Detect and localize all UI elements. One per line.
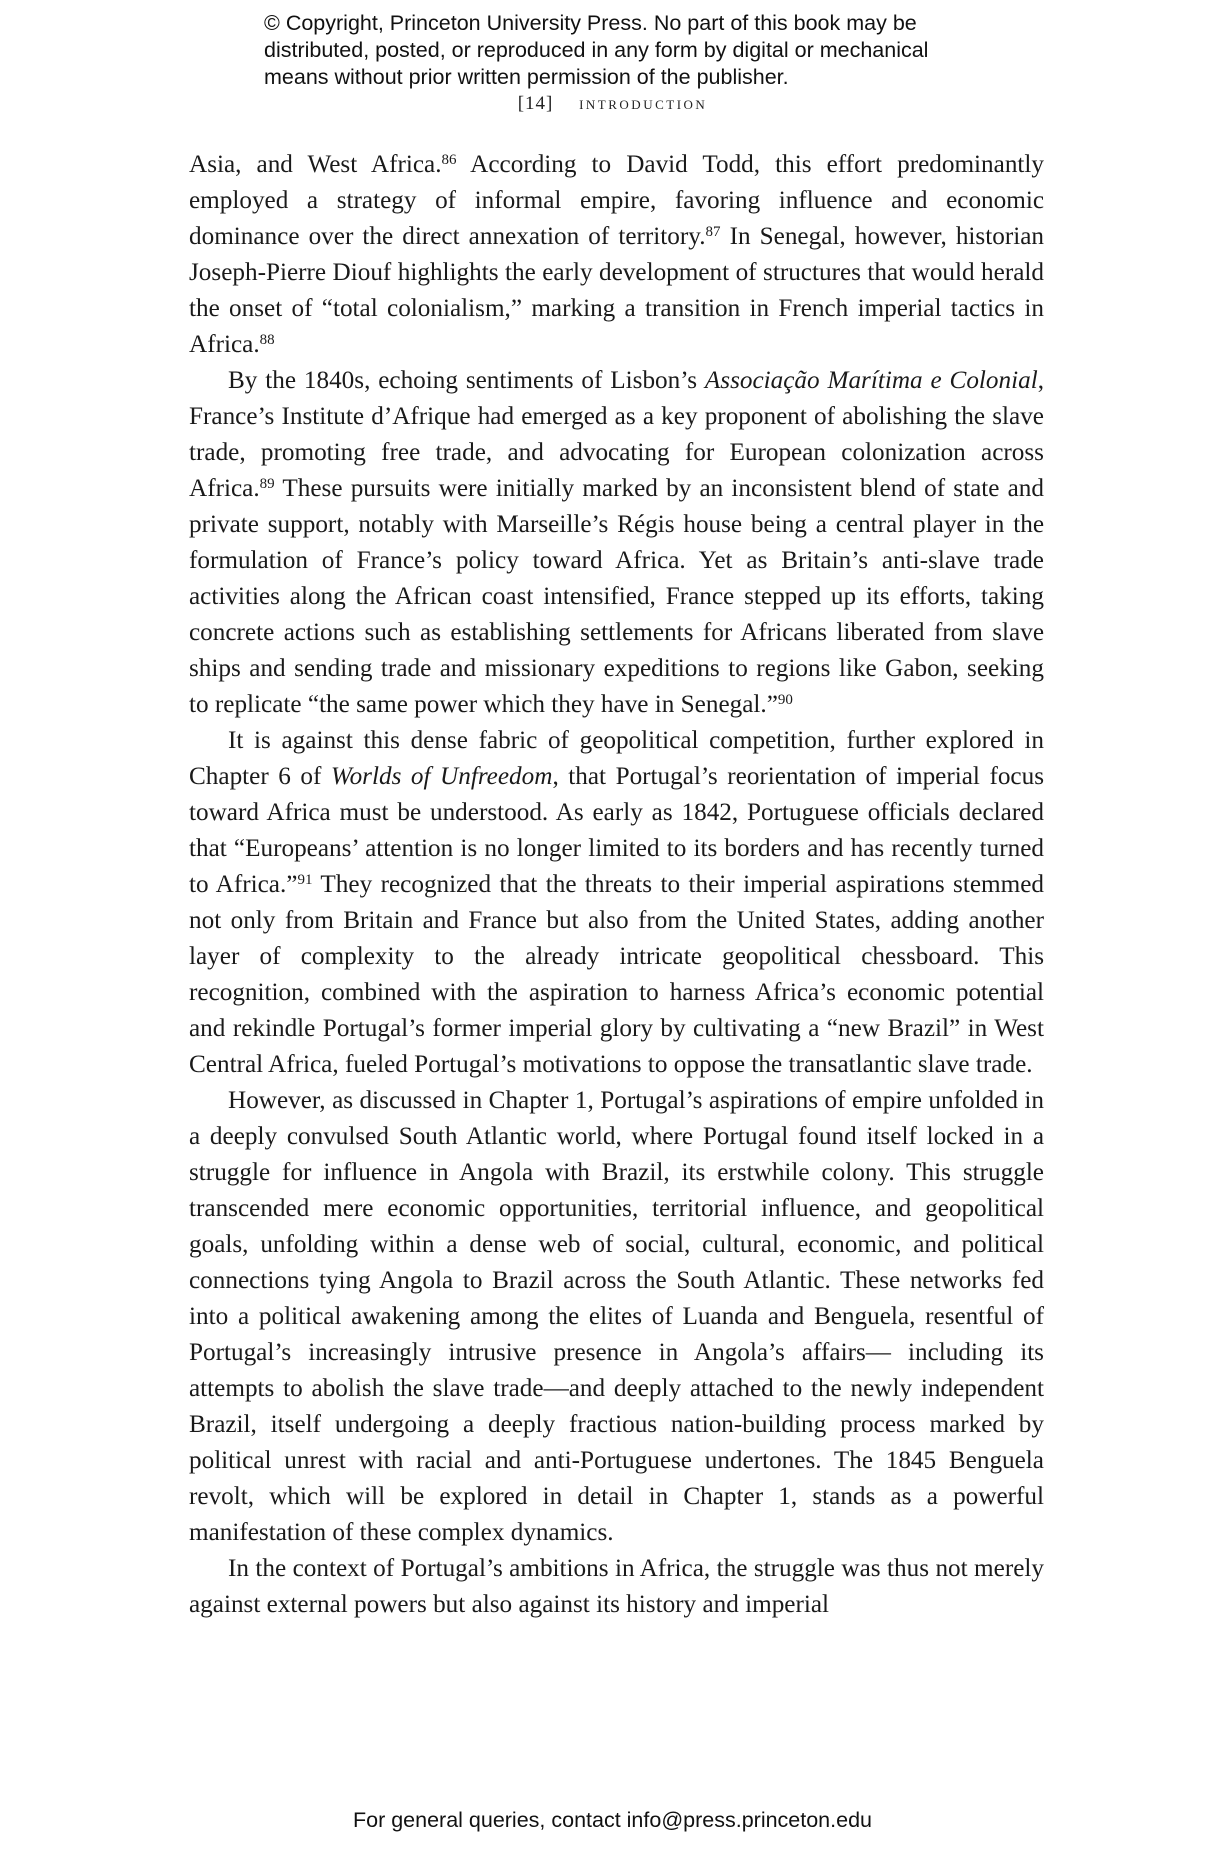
paragraph	[189, 1083, 1044, 1551]
italic-title: Associação Marítima e Colonial	[704, 367, 1038, 394]
italic-title: Worlds of Unfreedom	[330, 763, 553, 790]
section-title: introduction	[579, 93, 708, 114]
text-run: , France’s Institute d’Afrique had emerged as a key proponent of abolishing the slave trade, promoting free trade, and advocating for European colonization across Africa.	[189, 367, 1044, 502]
footnote-reference: 87	[705, 223, 721, 240]
running-head	[0, 93, 1225, 115]
page-number: [14]	[517, 93, 554, 114]
text-run: In Senegal, however, historian Joseph-Pierre Diouf highlights the early development of structures that would herald the onset of “total colonialism,” marking a transition in French imperial tactics in Africa.	[189, 223, 1044, 358]
body-text	[189, 147, 1044, 1623]
footnote-reference: 88	[259, 331, 275, 348]
copyright-notice	[264, 10, 984, 91]
text-run: According to David Todd, this effort predominantly employed a strategy of informal empire, favoring influence and economic dominance over the direct annexation of territory.	[189, 151, 1044, 250]
footnote-reference: 89	[259, 475, 275, 492]
text-run: It is against this dense fabric of geopolitical competition, further explored in Chapter 6 of	[189, 727, 1044, 790]
text-run: , that Portugal’s reorientation of imperial focus toward Africa must be understood. As early as 1842, Portuguese officials declared that “Europeans’ attention is no longer limited to its borders and has recently turned to Africa.”	[189, 763, 1045, 898]
copyright-line: © Copyright, Princeton University Press. No part of this book may be	[264, 11, 917, 35]
text-run: By the 1840s, echoing sentiments of Lisbon’s	[228, 367, 705, 394]
copyright-line: means without prior written permission of the publisher.	[264, 65, 789, 89]
paragraph	[189, 1551, 1044, 1623]
paragraph	[189, 363, 1044, 723]
footnote-reference: 86	[441, 151, 457, 168]
text-run: However, as discussed in Chapter 1, Portugal’s aspirations of empire unfolded in a deeply convulsed South Atlantic world, where Portugal found itself locked in a struggle for influence in Angola with Brazil, its erstwhile colony. This struggle transcended mere economic opportunities, territorial influence, and geopolitical goals, unfolding within a dense web of social, cultural, economic, and political connections tying Angola to Brazil across the South Atlantic. These networks fed into a political awakening among the elites of Luanda and Benguela, resentful of Portugal’s increasingly intrusive presence in Angola’s affairs— including its attempts to abolish the slave trade—and deeply attached to the newly independent Brazil, itself undergoing a deeply fractious nation-building process marked by political unrest with racial and anti-Portuguese undertones. The 1845 Benguela revolt, which will be explored in detail in Chapter 1, stands as a powerful manifestation of these complex dynamics.	[189, 1087, 1044, 1546]
footnote-reference: 91	[297, 871, 313, 888]
paragraph	[189, 147, 1044, 363]
text-run: Asia, and West Africa.	[189, 151, 442, 178]
text-run: They recognized that the threats to their imperial aspirations stemmed not only from Britain and France but also from the United States, adding another layer of complexity to the already intricate geopolitical chessboard. This recognition, combined with the aspiration to harness Africa’s economic potential and rekindle Portugal’s former imperial glory by cultivating a “new Brazil” in West Central Africa, fueled Portugal’s motivations to oppose the transatlantic slave trade.	[189, 871, 1044, 1078]
text-run: These pursuits were initially marked by an inconsistent blend of state and private support, notably with Marseille’s Régis house being a central player in the formulation of France’s policy toward Africa. Yet as Britain’s anti-slave trade activities along the African coast intensified, France stepped up its efforts, taking concrete actions such as establishing settlements for Africans liberated from slave ships and sending trade and missionary expeditions to regions like Gabon, seeking to replicate “the same power which they have in Senegal.”	[189, 475, 1044, 718]
footer-contact: For general queries, contact info@press.princeton.edu	[352, 1808, 872, 1832]
footnote-reference: 90	[777, 691, 793, 708]
text-run: In the context of Portugal’s ambitions in Africa, the struggle was thus not merely against external powers but also against its history and imperial	[189, 1555, 1044, 1618]
paragraph	[189, 723, 1044, 1083]
copyright-line: distributed, posted, or reproduced in any form by digital or mechanical	[264, 38, 929, 62]
